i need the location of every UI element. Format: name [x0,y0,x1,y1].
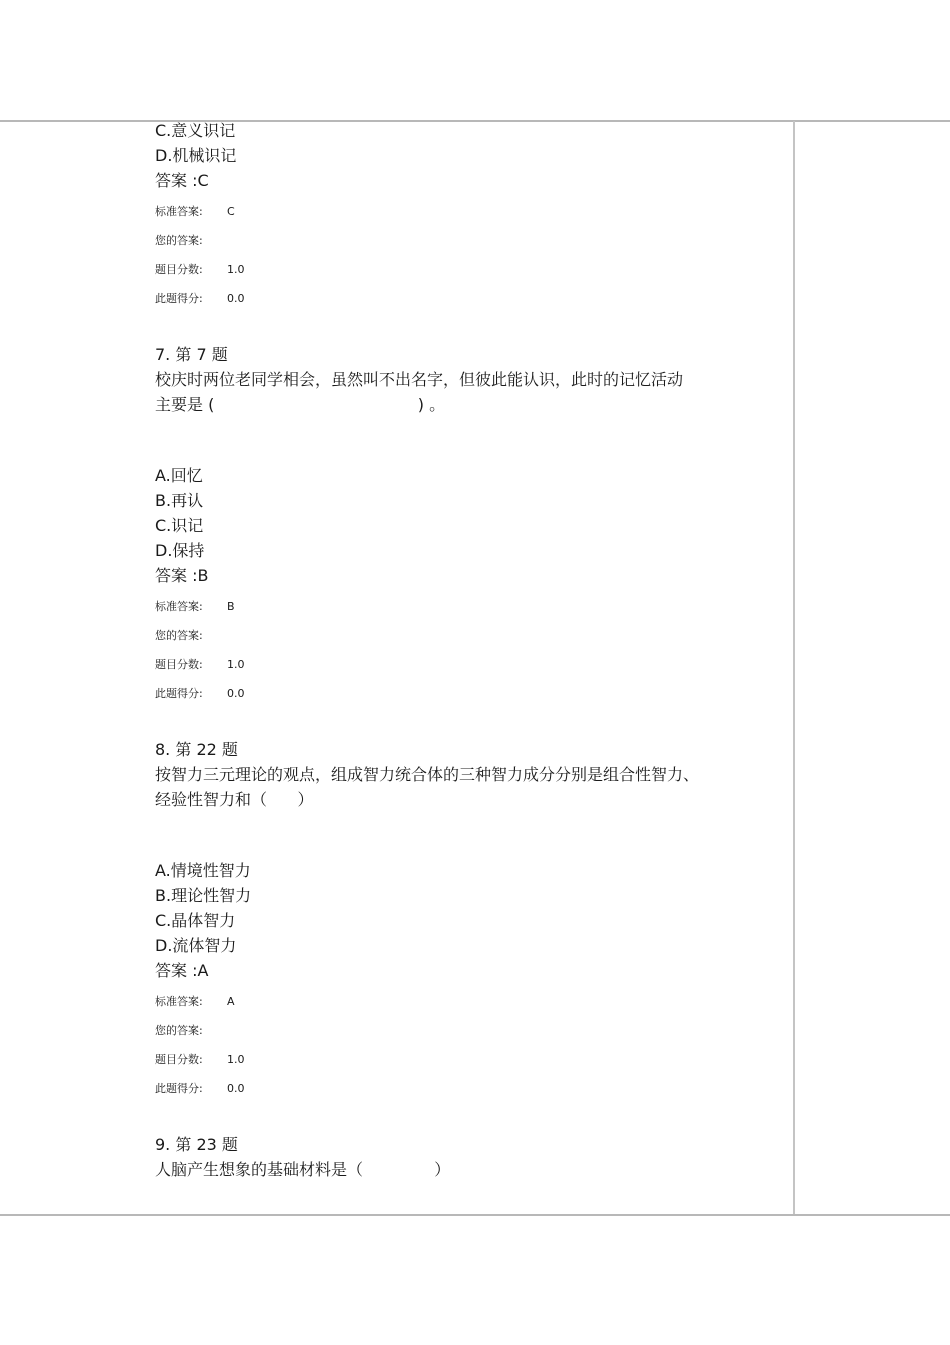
question-stem-line: 校庆时两位老同学相会，虽然叫不出名字，但彼此能认识，此时的记忆活动 [155,370,684,389]
score-label: 题目分数: [155,1053,203,1066]
standard-answer-value: C [227,205,235,218]
your-answer-label: 您的答案: [155,629,203,642]
standard-answer-row [155,987,775,1016]
option-d: D.机械识记 [155,146,237,165]
earned-row [155,1074,775,1103]
answer-line: 答案 :C [155,171,209,190]
question-heading: 8. 第 22 题 [155,740,238,759]
standard-answer-label: 标准答案: [155,995,203,1008]
standard-answer-label: 标准答案: [155,205,203,218]
question-stem-line: 人脑产生想象的基础材料是（ ） [155,1160,451,1179]
score-value: 1.0 [227,658,245,671]
question-stem-line: 经验性智力和（ ） [155,790,314,809]
question-9 [155,1132,775,1182]
earned-value: 0.0 [227,687,245,700]
answer-line: 答案 :B [155,566,209,585]
option-d: D.流体智力 [155,936,237,955]
earned-label: 此题得分: [155,687,203,700]
score-value: 1.0 [227,263,245,276]
option-b: B.理论性智力 [155,886,252,905]
earned-label: 此题得分: [155,292,203,305]
right-column-divider [793,121,795,1215]
score-row [155,650,775,679]
question-7 [155,342,775,708]
question-6-tail [155,118,775,313]
option-c: C.意义识记 [155,121,236,140]
bottom-divider [0,1214,950,1216]
earned-value: 0.0 [227,292,245,305]
quiz-content [155,118,775,1182]
option-a: A.情境性智力 [155,861,251,880]
earned-label: 此题得分: [155,1082,203,1095]
question-8 [155,737,775,1103]
standard-answer-row [155,197,775,226]
earned-row [155,284,775,313]
your-answer-row [155,1016,775,1045]
score-label: 题目分数: [155,263,203,276]
option-d: D.保持 [155,541,205,560]
question-stem-line: 主要是 ( ) 。 [155,395,446,414]
earned-row [155,679,775,708]
your-answer-row [155,226,775,255]
option-c: C.识记 [155,516,204,535]
standard-answer-value: A [227,995,235,1008]
question-heading: 7. 第 7 题 [155,345,228,364]
option-a: A.回忆 [155,466,203,485]
score-value: 1.0 [227,1053,245,1066]
standard-answer-label: 标准答案: [155,600,203,613]
score-label: 题目分数: [155,658,203,671]
standard-answer-value: B [227,600,235,613]
question-stem-line: 按智力三元理论的观点，组成智力统合体的三种智力成分分别是组合性智力、 [155,765,700,784]
your-answer-row [155,621,775,650]
your-answer-label: 您的答案: [155,234,203,247]
option-b: B.再认 [155,491,204,510]
your-answer-label: 您的答案: [155,1024,203,1037]
earned-value: 0.0 [227,1082,245,1095]
option-c: C.晶体智力 [155,911,236,930]
question-heading: 9. 第 23 题 [155,1135,238,1154]
answer-line: 答案 :A [155,961,209,980]
score-row [155,1045,775,1074]
score-row [155,255,775,284]
standard-answer-row [155,592,775,621]
